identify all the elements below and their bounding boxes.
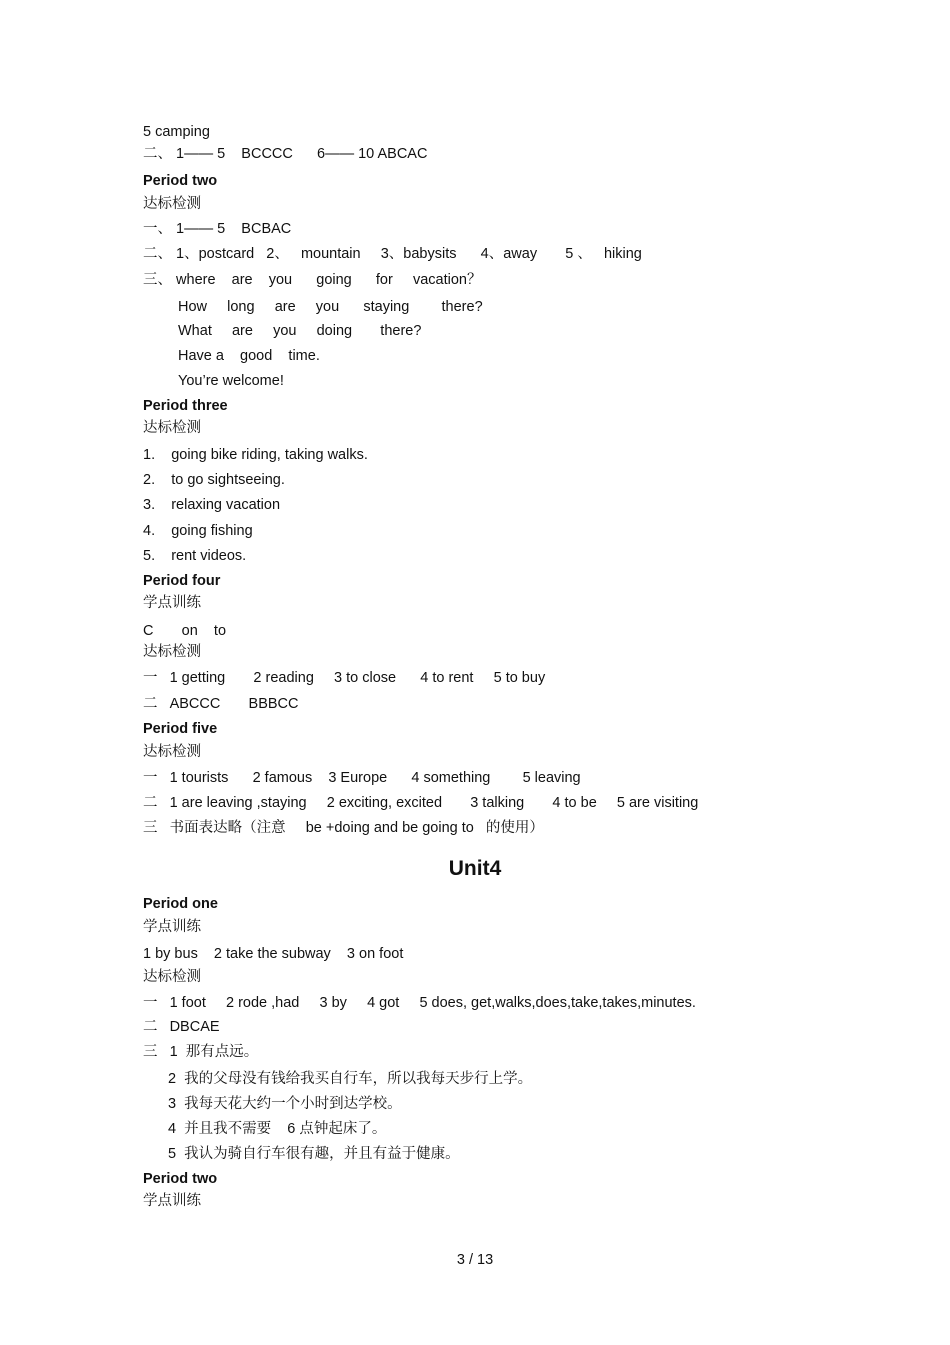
section-heading: Period two [143,1171,218,1187]
section-heading: Period two [143,173,218,189]
text-line: 3 我每天花大约一个小时到达学校。 [168,1096,402,1112]
text-line: 一 1 tourists 2 famous 3 Europe 4 something 5 leaving [143,770,581,786]
text-line: 4 并且我不需要 6 点钟起床了。 [168,1121,387,1137]
text-line: Have a good time. [178,348,320,364]
text-line: 二、 1—— 5 BCCCC 6—— 10 ABCAC [143,146,428,162]
text-line: 5 camping [143,124,210,140]
unit-heading: Unit4 [448,857,502,880]
subsection-label: 达标检测 [143,969,201,985]
subsection-label: 达标检测 [143,744,201,760]
section-heading: Period one [143,896,218,912]
text-line: 一 1 getting 2 reading 3 to close 4 to rent 5 to buy [143,670,546,686]
text-line: 1. going bike riding, taking walks. [143,447,368,463]
text-line: 二、 1、postcard 2、 mountain 3、babysits 4、away 5 、 hiking [143,246,642,262]
section-heading: Period three [143,398,228,414]
text-line: 2. to go sightseeing. [143,472,285,488]
text-line: 二 ABCCC BBBCC [143,696,299,712]
text-line: 1 by bus 2 take the subway 3 on foot [143,946,404,962]
subsection-label: 达标检测 [143,420,201,436]
subsection-label: 达标检测 [143,196,201,212]
text-line: 5 我认为骑自行车很有趣，并且有益于健康。 [168,1146,460,1162]
text-line: How long are you staying there? [178,299,483,315]
text-line: 三 1 那有点远。 [143,1044,259,1060]
subsection-label: 学点训练 [143,1193,201,1209]
text-line: 2 我的父母没有钱给我买自行车，所以我每天步行上学。 [168,1071,533,1087]
section-heading: Period four [143,573,221,589]
text-line: 一 1 foot 2 rode ,had 3 by 4 got 5 does, get,walks,does,take,takes,minutes. [143,995,696,1011]
text-line: 三、 where are you going for vacation？ [143,272,482,288]
text-line: C on to [143,623,227,639]
text-line: 4. going fishing [143,523,253,539]
page-number: 3 / 13 [456,1252,494,1268]
text-line: 二 DBCAE [143,1019,220,1035]
text-line: What are you doing there? [178,323,422,339]
text-line: You’re welcome! [178,373,284,389]
subsection-label: 学点训练 [143,919,201,935]
subsection-label: 达标检测 [143,644,201,660]
text-line: 三 书面表达略（注意 be +doing and be going to 的使用） [143,820,544,836]
section-heading: Period five [143,721,218,737]
text-line: 5. rent videos. [143,548,247,564]
text-line: 二 1 are leaving ,staying 2 exciting, excited 3 talking 4 to be 5 are visiting [143,795,699,811]
text-line: 3. relaxing vacation [143,497,281,513]
subsection-label: 学点训练 [143,595,201,611]
text-line: 一、 1—— 5 BCBAC [143,221,292,237]
